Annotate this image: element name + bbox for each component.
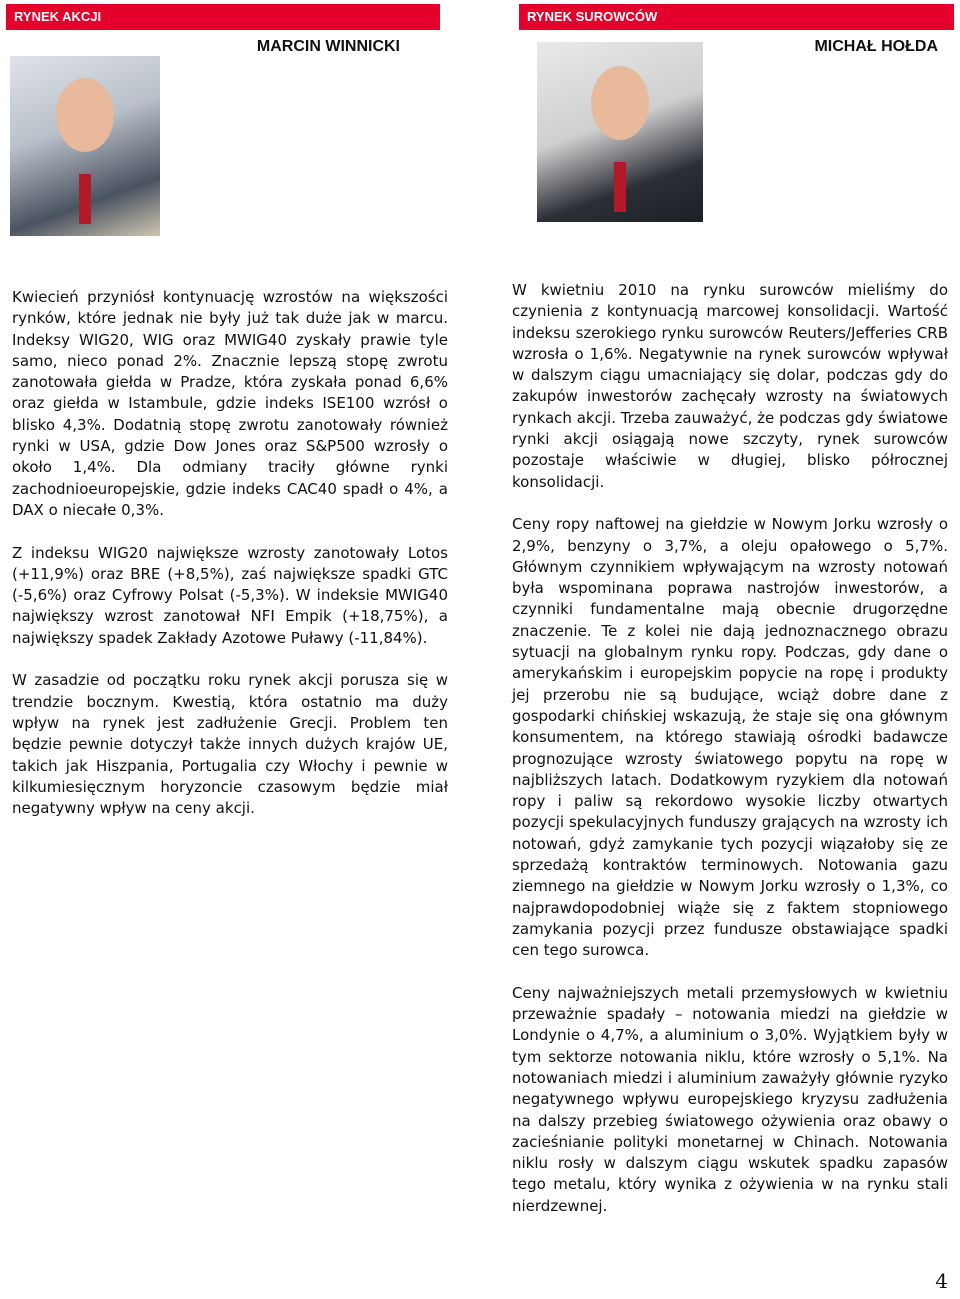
photo-tie [79,174,91,224]
author-name-left: MARCIN WINNICKI [256,38,400,55]
photo-head [591,66,649,140]
paragraph: W zasadzie od początku roku rynek akcji porusza się w trendzie bocznym. Kwestią, która ostatnio ma duży wpływ na rynek jest zadłużenie Grecji. Problem ten będzie pewnie dotyczył także innych dużych krajów UE, takich jak Hiszpania, Portugalia czy Włochy i pewnie w kilkumiesięcznym horyzoncie czasowym będzie miał negatywny wpływ na ceny akcji. [12,671,448,818]
author-photo-right [537,42,703,222]
article-commodities [512,280,948,1238]
photo-head [56,78,114,152]
paragraph: Ceny ropy naftowej na giełdzie w Nowym Jorku wzrosły o 2,9%, benzyny o 3,7%, a oleju opałowego o 5,7%. Głównym czynnikiem wpływającym na wzrosty notowań była wspominana poprawa nastrojów inwestorów, a czynniki fundamentalne mają obecnie drugorzędne znaczenie. Te z kolei nie dają jednoznacznego obrazu sytuacji na globalnym rynku ropy. Podczas, gdy dane o amerykańskim i europejskim popycie na ropę i produkty jej przerobu nie są budujące, wciąż dobre dane z gospodarki chińskiej wskazują, że staje się ona głównym konsumentem, na którego stawiają ośrodki badawcze prognozujące wzrosty światowego popytu na ropę w najbliższych latach. Dodatkowym ryzykiem dla notowań ropy i paliw są rekordowo wysokie liczby otwartych pozycji spekulacyjnych funduszy grających na wzrosty ich notowań, gdyż zamykanie tych pozycji wiązałoby się ze sprzedażą kontraktów terminowych. Notowania gazu ziemnego na giełdzie w Nowym Jorku wzrosły o 1,3%, co najprawdopodobniej wiąże się z faktem stopniowego zamykania pozycji przez fundusze obstawiające spadki cen tego surowca. [512,515,948,960]
left-column [6,0,440,56]
photo-tie [614,162,626,212]
article-stocks [12,287,448,841]
paragraph: Kwiecień przyniósł kontynuację wzrostów na większości rynków, które jednak nie były już tak duże jak w marcu. Indeksy WIG20, WIG oraz MWIG40 zyskały prawie tyle samo, nieco ponad 2%. Znacznie lepszą stopę zwrotu zanotowała giełda w Pradze, która zyskała ponad 6,6% oraz giełda w Istambule, gdzie indeks ISE100 wzrósł o blisko 4,3%. Dodatnią stopę zwrotu zanotowały również rynki w USA, gdzie Dow Jones oraz S&P500 wzrosły o około 1,4%. Dla odmiany traciły główne rynki zachodnioeuropejskie, gdzie indeks CAC40 spadł o 4%, a DAX o niecałe 0,3%. [12,288,448,519]
paragraph: W kwietniu 2010 na rynku surowców mieliśmy do czynienia z kontynuacją marcowej konsolidacji. Wartość indeksu szerokiego rynku surowców Reuters/Jefferies CRB wzrosła o 1,6%. Negatywnie na rynek surowców wpływał w dalszym ciągu umacniający się dolar, podczas gdy do zakupów inwestorów zachęcały wzrosty na światowych rynkach akcji. Trzeba zauważyć, że podczas gdy światowe rynki akcji osiągają nowe szczyty, rynek surowców pozostaje właściwie w długiej, blisko półrocznej konsolidacji. [512,281,948,491]
section-label-commodities: RYNEK SUROWCÓW [519,4,954,30]
page-number: 4 [935,1269,948,1293]
paragraph: Z indeksu WIG20 największe wzrosty zanotowały Lotos (+11,9%) oraz BRE (+8,5%), zaś największe spadki GTC (-5,6%) oraz Cyfrowy Polsat (-5,3%). W indeksie MWIG40 największy wzrost zanotował NFI Empik (+18,75%), a największy spadek Zakłady Azotowe Puławy (-11,84%). [12,543,448,647]
author-name-right: MICHAŁ HOŁDA [814,38,938,55]
paragraph: Ceny najważniejszych metali przemysłowych w kwietniu przeważnie spadały – notowania miedzi na giełdzie w Londynie o 4,7%, a aluminium o 3,0%. Wyjątkiem były w tym sektorze notowania niklu, które wzrosły o 5,1%. Na notowaniach miedzi i aluminium zaważyły głównie ryzyko negatywnego wpływu europejskiego kryzysu zadłużenia na dalszy przebieg światowego ożywienia oraz obawy o zacieśnianie polityki monetarnej w Chinach. Notowania niklu rosły w dalszym ciągu wskutek spadku zapasów tego metalu, który wynika z ożywienia w na rynku stali nierdzewnej. [512,983,948,1215]
author-photo-left [10,56,160,236]
section-label-stocks: RYNEK AKCJI [6,4,440,30]
